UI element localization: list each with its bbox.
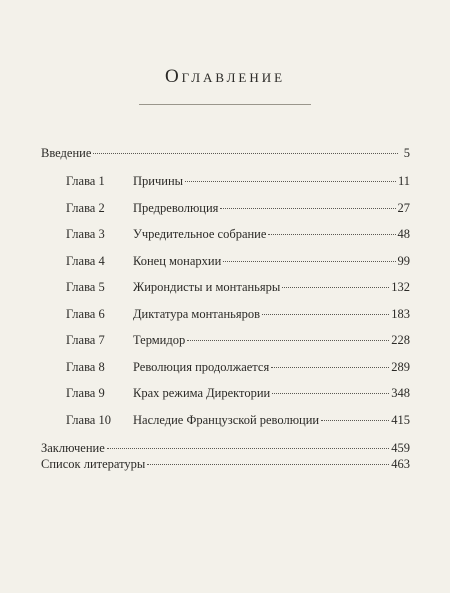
toc-entry-title: Введение — [41, 146, 92, 160]
toc-entry-chapter[interactable] — [41, 221, 410, 248]
toc-entry-title: Заключение — [41, 441, 105, 455]
toc-page-number: 27 — [397, 200, 410, 215]
toc-entry-title: Причины — [133, 174, 184, 188]
chapter-label: Глава 4 — [66, 253, 105, 268]
toc-entry-chapter[interactable] — [41, 301, 410, 328]
toc-entry-chapter[interactable] — [41, 168, 410, 195]
toc-page-number: 459 — [391, 441, 410, 455]
dot-leader — [268, 234, 395, 235]
toc-entry-title: Жирондисты и монтаньяры — [133, 280, 281, 294]
toc-page-number: 228 — [391, 333, 410, 347]
toc-entry-intro[interactable] — [41, 145, 410, 161]
toc-page-number: 289 — [391, 359, 410, 374]
dot-leader — [107, 448, 390, 449]
toc-entry-title: Крах режима Директории — [133, 386, 271, 400]
toc-entry-chapter[interactable] — [41, 380, 410, 407]
dot-leader — [223, 261, 395, 262]
chapter-label: Глава 3 — [66, 227, 105, 241]
toc-page-number: 99 — [397, 253, 410, 268]
toc-page-number: 5 — [403, 146, 410, 160]
dot-leader — [262, 314, 389, 315]
toc-entry-title: Учредительное собрание — [133, 227, 267, 241]
chapter-label: Глава 6 — [66, 306, 105, 321]
toc-entry-title: Конец монархии — [133, 253, 222, 268]
chapter-label: Глава 1 — [66, 174, 105, 188]
dot-leader — [185, 181, 396, 182]
toc-entry-title: Революция продолжается — [133, 359, 270, 374]
toc-entry-title: Наследие Французской революции — [133, 412, 320, 427]
toc-entry-chapter[interactable] — [41, 195, 410, 222]
dot-leader — [220, 208, 395, 209]
toc-entry-chapter[interactable] — [41, 248, 410, 275]
chapter-label: Глава 8 — [66, 359, 105, 374]
dot-leader — [93, 153, 398, 154]
dot-leader — [272, 393, 389, 394]
chapter-label: Глава 5 — [66, 280, 105, 294]
page-title: Оглавление — [164, 66, 286, 87]
toc-page-number: 348 — [391, 386, 410, 400]
chapter-label: Глава 2 — [66, 200, 105, 215]
toc-entry-title: Список литературы — [41, 457, 146, 471]
dot-leader — [282, 287, 389, 288]
toc-page-number: 463 — [391, 457, 410, 471]
chapter-list — [41, 168, 410, 433]
toc-entry-bibliography[interactable] — [41, 456, 410, 472]
toc-entry-conclusion[interactable] — [41, 440, 410, 456]
toc-entry-title: Диктатура монтаньяров — [133, 306, 260, 321]
toc-page-number: 48 — [397, 227, 410, 241]
title-divider — [139, 104, 311, 105]
toc-page-number: 183 — [391, 306, 410, 321]
toc-entry-title: Термидор — [133, 333, 186, 347]
dot-leader — [147, 464, 389, 465]
toc-entry-chapter[interactable] — [41, 407, 410, 434]
chapter-label: Глава 9 — [66, 386, 105, 400]
toc-entry-title: Предреволюция — [133, 200, 219, 215]
dot-leader — [321, 420, 389, 421]
toc-entry-chapter[interactable] — [41, 354, 410, 381]
chapter-label: Глава 7 — [66, 333, 105, 347]
toc-page-number: 11 — [397, 174, 410, 188]
dot-leader — [187, 340, 389, 341]
toc-entry-chapter[interactable] — [41, 327, 410, 354]
toc-entry-chapter[interactable] — [41, 274, 410, 301]
toc-page-number: 132 — [391, 280, 410, 294]
table-of-contents — [41, 145, 410, 472]
chapter-label: Глава 10 — [66, 412, 111, 427]
toc-page-number: 415 — [391, 412, 410, 427]
dot-leader — [271, 367, 389, 368]
